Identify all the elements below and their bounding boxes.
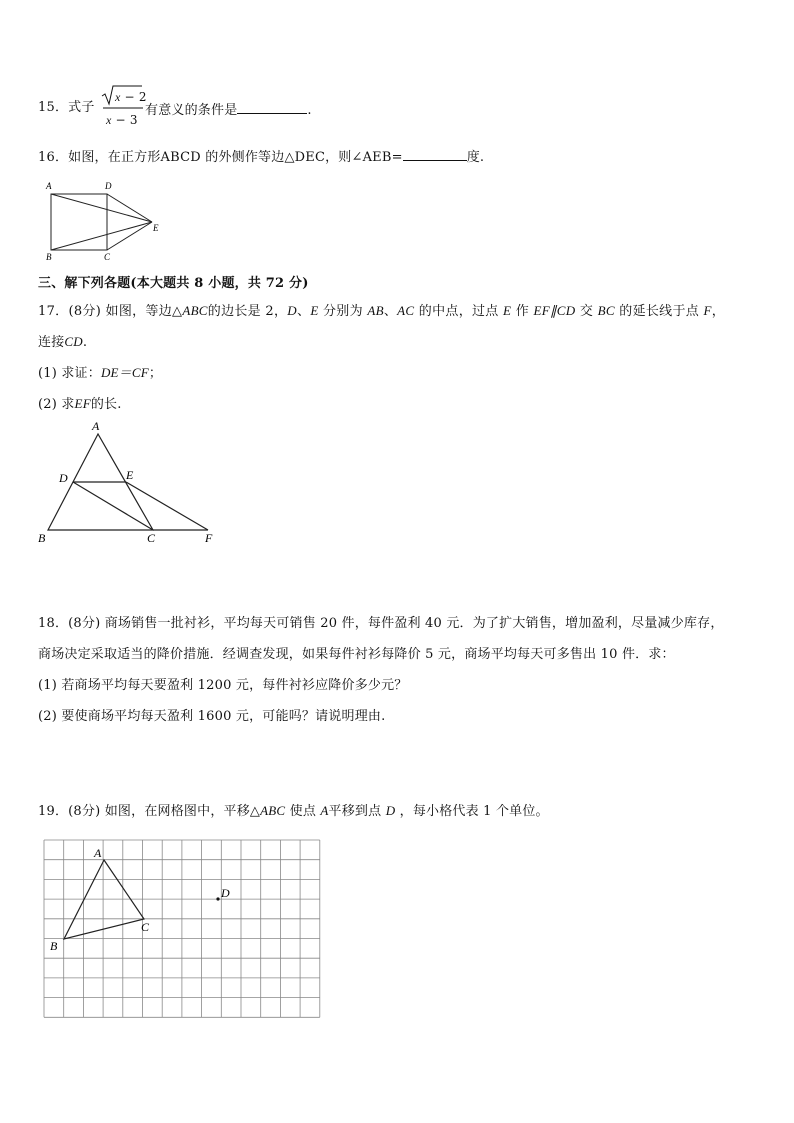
- q17-part1-b: ；: [148, 366, 163, 381]
- q19-abc: ABC: [260, 803, 286, 818]
- section-3-title: 三、解下列各题(本大题共 8 小题，共 72 分): [38, 276, 309, 291]
- q19-label-a: A: [94, 846, 102, 860]
- q16-label-d: D: [105, 181, 112, 191]
- q17-text-b: 的边长是 2，: [207, 304, 288, 319]
- q17-label-a: A: [92, 419, 100, 433]
- q17-part1: [38, 364, 162, 383]
- q17-part2-a: (2) 求: [38, 397, 75, 412]
- q17-cd: CD: [64, 334, 83, 349]
- q15-line: [38, 99, 95, 117]
- q17-text-f: 交: [579, 304, 594, 319]
- q17-sep2: 、: [383, 304, 398, 319]
- q17-score: (8分): [68, 304, 102, 319]
- q19-score: (8分): [68, 804, 101, 819]
- q16-end: 度.: [466, 150, 485, 165]
- q19-number: 19．: [38, 804, 69, 819]
- q17-text-h: ，: [711, 304, 726, 319]
- q16-figure: [40, 180, 170, 260]
- q17-bc: BC: [597, 303, 615, 318]
- q19-text-b: 使点: [289, 804, 317, 819]
- q15-num-rest: − 2: [120, 90, 147, 104]
- q17-part1-eq: DE＝CF: [100, 365, 149, 380]
- q15-end: .: [307, 103, 312, 118]
- q16-label-a: A: [46, 181, 52, 191]
- q19-point-d: [216, 897, 219, 900]
- q17-e2: E: [503, 303, 512, 318]
- q19-label-c: C: [141, 920, 150, 934]
- q19-label-b: B: [50, 939, 58, 953]
- q19-text-c: 平移到点: [328, 804, 382, 819]
- q15-num-x: x: [115, 90, 121, 104]
- q17-sep1: 、: [297, 304, 311, 319]
- q17-number: 17．: [38, 304, 69, 319]
- q17-text-a: 如图，等边△: [105, 304, 183, 319]
- q17-part2-b: 的长.: [90, 397, 122, 412]
- q15-answer-blank: [237, 99, 307, 114]
- q17-efcd: EF∥CD: [533, 303, 576, 318]
- q18-line1: [38, 615, 724, 633]
- q19-label-d: D: [221, 886, 230, 900]
- q15-den-rest: − 3: [111, 113, 138, 127]
- q17-ac: AC: [397, 303, 415, 318]
- q18-part1: (1) 若商场平均每天要盈利 1200 元，每件衬衫应降价多少元？: [38, 678, 408, 693]
- q15-number: 15．: [38, 100, 69, 115]
- q17-line2-b: .: [82, 335, 88, 350]
- q19-line: [38, 802, 549, 821]
- q17-text-e: 作: [515, 304, 530, 319]
- q19-text-a: 如图，在网格图中，平移△: [104, 804, 261, 819]
- q15-tail: [145, 99, 312, 120]
- q17-line2: [38, 333, 87, 352]
- q17-line2-a: 连接: [38, 335, 65, 350]
- q18-part2: (2) 要使商场平均每天盈利 1600 元，可能吗？请说明理由.: [38, 709, 386, 724]
- q15-den-x: x: [106, 113, 112, 127]
- q17-label-b: B: [38, 531, 46, 545]
- q17-label-f: F: [205, 531, 213, 545]
- q15-suffix: 有意义的条件是: [145, 103, 238, 118]
- q19-d: D: [385, 803, 396, 818]
- q19-a: A: [320, 803, 329, 818]
- q17-text-d: 的中点，过点: [418, 304, 499, 319]
- q16-answer-blank: [403, 146, 467, 161]
- q17-part1-a: (1) 求证：: [38, 366, 101, 381]
- q17-figure: [36, 418, 236, 548]
- q18-number: 18．: [38, 616, 69, 631]
- q17-label-e: E: [126, 468, 134, 482]
- q17-part2-ef: EF: [74, 396, 91, 411]
- q16-label-b: B: [46, 252, 52, 262]
- q16-line: [38, 146, 484, 167]
- q16-number: 16．: [38, 150, 69, 165]
- q19-grid-figure: [40, 836, 330, 1026]
- q18-text-1: 商场销售一批衬衫，平均每天可销售 20 件，每件盈利 40 元．为了扩大销售，增加盈利，尽量减少库存，: [104, 616, 724, 631]
- q17-label-c: C: [147, 531, 156, 545]
- q17-f: F: [703, 303, 712, 318]
- q17-part2: [38, 395, 122, 414]
- q16-label-e: E: [153, 223, 159, 233]
- q17-d: D: [287, 303, 297, 318]
- q18-line2: 商场决定采取适当的降价措施．经调查发现，如果每件衬衫每降价 5 元，商场平均每天可多售出 10 件．求：: [38, 647, 675, 662]
- q17-ab: AB: [367, 303, 384, 318]
- q18-score: (8分): [68, 616, 101, 631]
- q17-line1: [38, 302, 725, 321]
- q16-label-c: C: [104, 252, 111, 262]
- q15-fraction: [100, 84, 146, 128]
- q17-e: E: [310, 303, 319, 318]
- q16-text: 如图，在正方形ABCD 的外侧作等边△DEC，则∠AEB=: [68, 150, 403, 165]
- q19-text-d: ，每小格代表 1 个单位。: [399, 804, 549, 819]
- q17-label-d: D: [59, 471, 68, 485]
- q15-prefix: 式子: [68, 100, 95, 115]
- q17-text-g: 的延长线于点: [619, 304, 700, 319]
- q17-text-c: 分别为: [323, 304, 363, 319]
- q17-abc: ABC: [182, 303, 208, 318]
